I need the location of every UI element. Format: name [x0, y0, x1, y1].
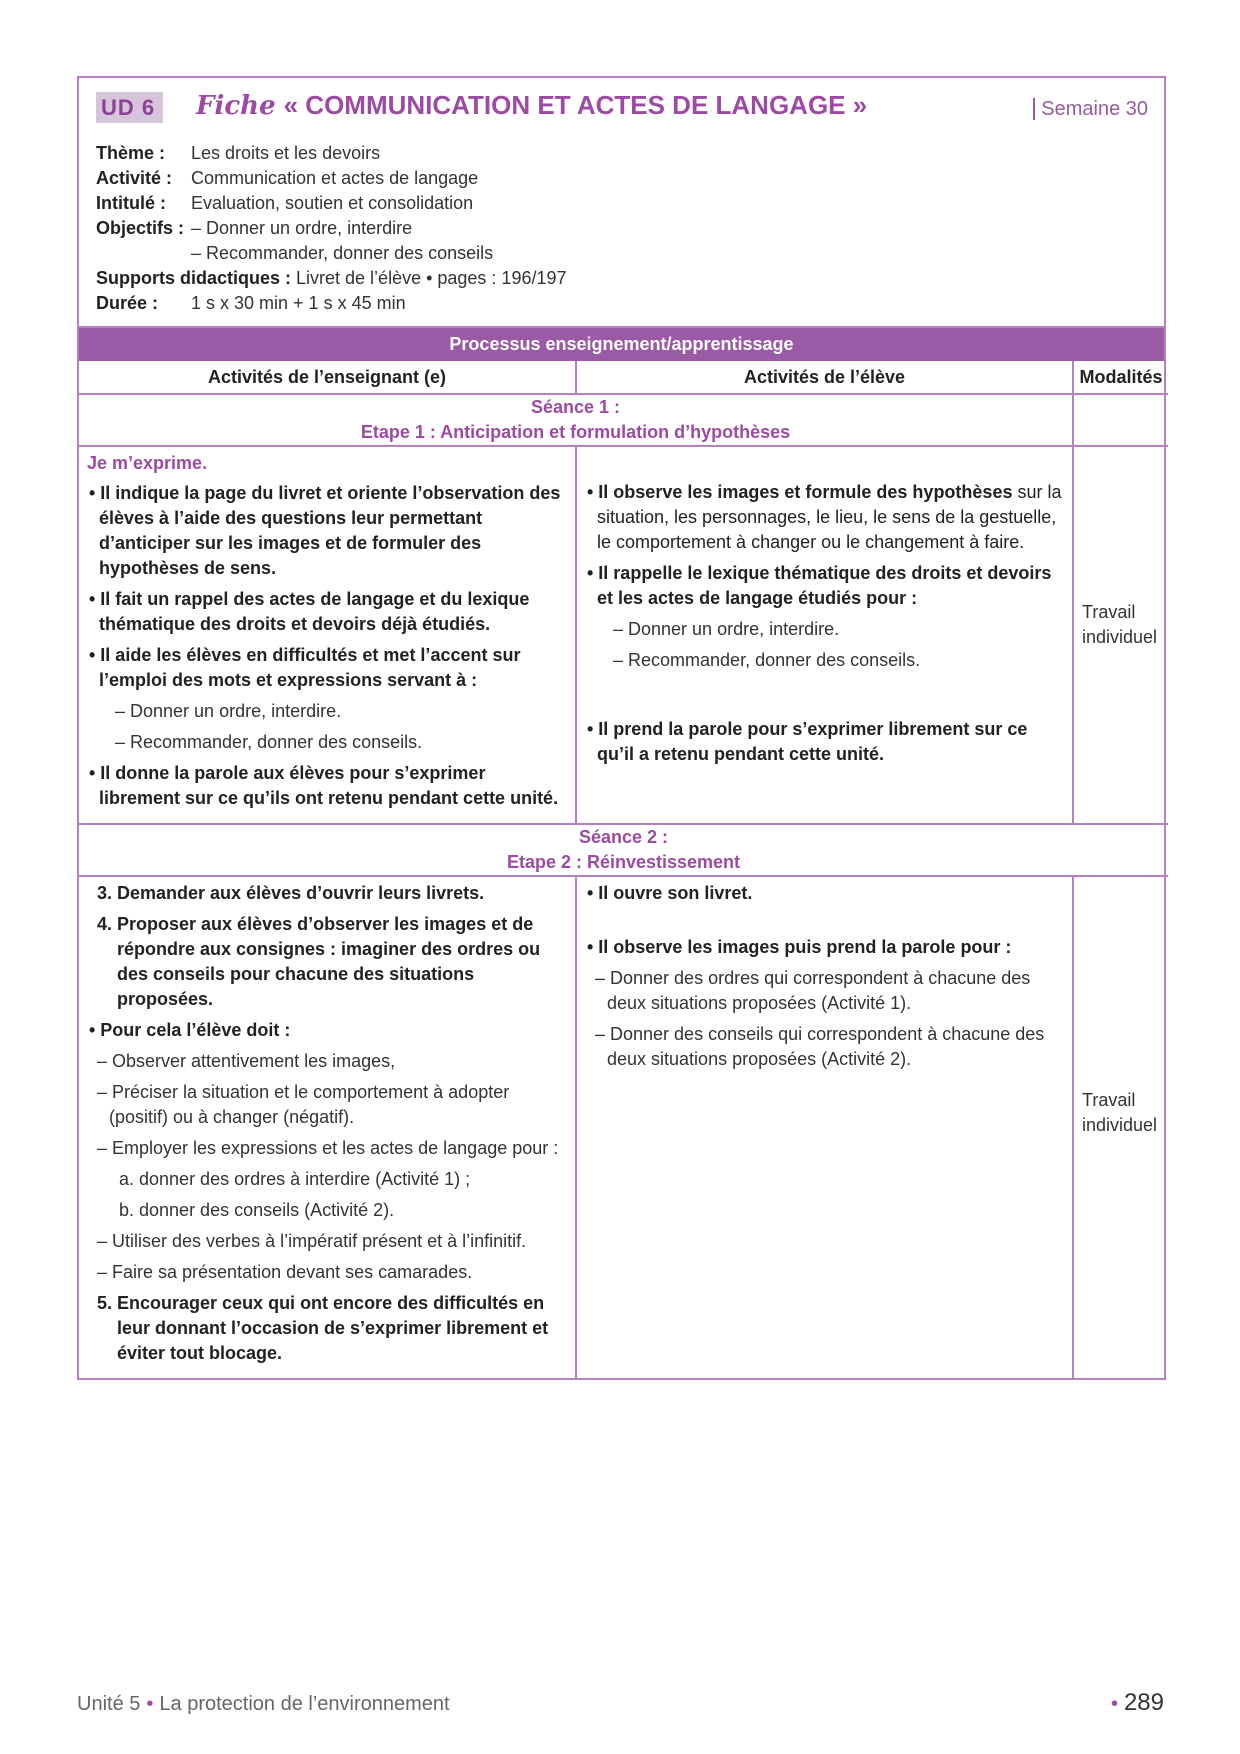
list-item: – Faire sa présentation devant ses camarades. — [97, 1262, 473, 1282]
footer-page — [1111, 1689, 1164, 1717]
footer-subject: La protection de l’environnement — [159, 1693, 450, 1715]
seance1-title: Séance 1 : — [530, 397, 621, 417]
list-item: • Pour cela l’élève doit : — [89, 1020, 291, 1040]
page-number: 289 — [1123, 1689, 1164, 1716]
title-fiche: Fiche — [196, 91, 276, 121]
list-item: – Employer les expressions et les actes de langage pour : — [97, 1138, 559, 1158]
list-item: • Il observe les images puis prend la parole pour : — [587, 937, 1012, 957]
list-item: • Il donne la parole aux élèves pour s’exprimer librement sur ce qu’ils ont retenu pendant cette unité. — [89, 763, 559, 808]
modality-line-1: Travail — [1082, 602, 1136, 622]
intitule-value: Evaluation, soutien et consolidation — [191, 193, 474, 213]
list-item: 5. Encourager ceux qui ont encore des difficultés en leur donnant l’occasion de s’exprimer librement et éviter tout blocage. — [97, 1293, 549, 1363]
duree-label: Durée : — [96, 293, 159, 313]
seance1-subheading: Je m’exprime. — [87, 453, 208, 473]
list-item: • Il indique la page du livret et oriente l’observation des élèves à l’aide des questions leur permettant d’anticiper sur les images et de formuler des hypothèses de sens. — [89, 483, 561, 578]
seance1-modality-cell — [1073, 446, 1168, 824]
supports-label: Supports didactiques : — [96, 268, 292, 288]
list-item: – Recommander, donner des conseils. — [115, 732, 423, 752]
supports-value: Livret de l’élève • pages : 196/197 — [291, 268, 567, 288]
theme-label: Thème : — [96, 143, 166, 163]
seance1-content-row — [79, 446, 1168, 824]
list-item: – Donner des ordres qui correspondent à chacune des deux situations proposées (Activité 1). — [595, 968, 1031, 1013]
list-item: – Observer attentivement les images, — [97, 1051, 396, 1071]
bullet-icon: • — [146, 1693, 154, 1715]
column-header-row — [79, 361, 1168, 394]
modality-line-2: individuel — [1082, 627, 1158, 647]
list-item: 4. Proposer aux élèves d’observer les images et de répondre aux consignes : imaginer des ordres ou des conseils pour chacune des situations proposées. — [97, 914, 541, 1009]
seance2-student-cell — [576, 876, 1073, 1378]
student-bullet-bold: • Il observe les images et formule des hypothèses — [587, 482, 1013, 502]
list-item: – Utiliser des verbes à l’impératif présent et à l’infinitif. — [97, 1231, 527, 1251]
intitule-label: Intitulé : — [96, 193, 166, 213]
intitule-row — [96, 191, 567, 216]
unit-badge: UD 6 — [96, 92, 163, 123]
list-item: • Il ouvre son livret. — [587, 883, 753, 903]
seance2-modality-cell — [1073, 876, 1168, 1378]
list-item: – Donner un ordre, interdire. — [115, 701, 342, 721]
seance2-teacher-cell — [79, 876, 576, 1378]
list-item: • Il fait un rappel des actes de langage et du lexique thématique des droits et devoirs déjà étudiés. — [89, 589, 530, 634]
list-item: – Donner des conseils qui correspondent à chacune des deux situations proposées (Activité 2). — [595, 1024, 1045, 1069]
seance1-title-cell — [79, 394, 1073, 446]
objectif-1: – Donner un ordre, interdire — [191, 218, 413, 238]
duree-value: 1 s x 30 min + 1 s x 45 min — [191, 293, 406, 313]
bullet-icon: • — [1110, 1693, 1118, 1715]
seance1-header-row — [79, 394, 1168, 446]
footer-unit — [77, 1693, 450, 1716]
activite-value: Communication et actes de langage — [191, 168, 479, 188]
col-modalities: Modalités — [1073, 361, 1168, 394]
student-bullet-rest: sur la situation, les personnages, le lieu, le sens de la gestuelle, le comportement à changer ou le changement à faire. — [597, 482, 1062, 552]
theme-row — [96, 141, 567, 166]
modality-line-2: individuel — [1082, 1114, 1158, 1135]
objectif-2: – Recommander, donner des conseils — [191, 243, 494, 263]
activity-table — [79, 361, 1168, 1378]
col-teacher: Activités de l’enseignant (e) — [79, 361, 576, 394]
seance2-content-row — [79, 876, 1168, 1378]
theme-value: Les droits et les devoirs — [191, 143, 381, 163]
list-item: – Recommander, donner des conseils. — [613, 650, 921, 670]
footer-unit-label: Unité 5 — [77, 1693, 141, 1715]
col-student: Activités de l’élève — [576, 361, 1073, 394]
seance1-teacher-cell — [79, 446, 576, 824]
activite-label: Activité : — [96, 168, 173, 188]
list-item: • Il prend la parole pour s’exprimer librement sur ce qu’il a retenu pendant cette unité. — [587, 719, 1028, 764]
list-item: 3. Demander aux élèves d’ouvrir leurs livrets. — [97, 883, 485, 903]
seance2-header-row — [79, 824, 1168, 876]
objectifs-label: Objectifs : — [96, 218, 185, 238]
lesson-sheet — [77, 76, 1166, 1380]
modality-line-1: Travail — [1082, 1089, 1136, 1110]
sheet-meta — [96, 141, 567, 316]
list-item: b. donner des conseils (Activité 2). — [119, 1200, 395, 1220]
list-item: – Donner un ordre, interdire. — [613, 619, 840, 639]
seance2-etape: Etape 2 : Réinvestissement — [506, 852, 741, 872]
list-item: • Il rappelle le lexique thématique des droits et devoirs et les actes de langage étudiés pour : — [587, 563, 1052, 608]
duree-row — [96, 291, 567, 316]
list-item: • Il aide les élèves en difficultés et met l’accent sur l’emploi des mots et expressions servant à : — [89, 645, 521, 690]
supports-row — [96, 266, 567, 291]
process-band: Processus enseignement/apprentissage — [79, 326, 1164, 361]
week-label: Semaine 30 — [1033, 98, 1148, 120]
seance1-etape: Etape 1 : Anticipation et formulation d’hypothèses — [360, 422, 791, 442]
title-text: « COMMUNICATION ET ACTES DE LANGAGE » — [283, 90, 868, 120]
seance1-empty-modality — [1073, 394, 1168, 446]
list-item: a. donner des ordres à interdire (Activité 1) ; — [119, 1169, 471, 1189]
objectifs-row — [96, 216, 567, 241]
list-item — [585, 480, 1064, 555]
objectifs-row-2 — [96, 241, 567, 266]
sheet-header — [79, 78, 1164, 326]
sheet-title — [196, 90, 867, 121]
list-item: – Préciser la situation et le comportement à adopter (positif) ou à changer (négatif). — [97, 1082, 510, 1127]
seance2-title-cell — [79, 824, 1168, 876]
seance2-title: Séance 2 : — [578, 827, 669, 847]
activite-row — [96, 166, 567, 191]
seance1-student-cell — [576, 446, 1073, 824]
